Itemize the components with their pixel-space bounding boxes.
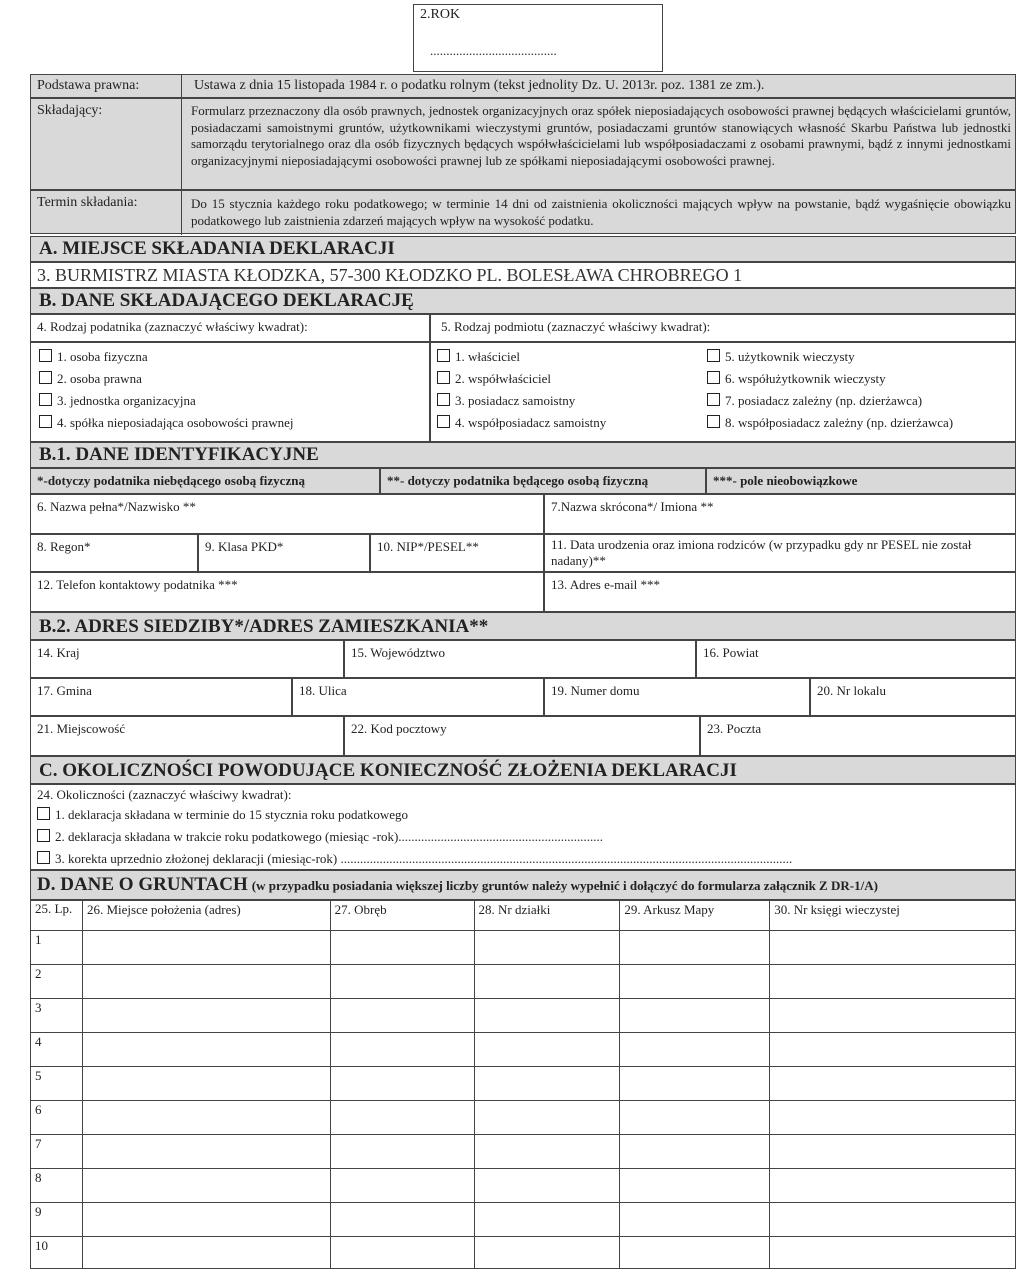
checkbox-icon[interactable] (39, 415, 52, 428)
podmiot-option[interactable]: 7. posiadacz zależny (np. dzierżawca) (707, 393, 922, 409)
section-a-title: A. MIEJSCE SKŁADANIA DEKLARACJI (30, 236, 1016, 262)
nr-lokalu-field[interactable]: 20. Nr lokalu (810, 678, 1016, 716)
table-row (31, 1067, 1016, 1101)
nip-field[interactable]: 10. NIP*/PESEL** (370, 534, 544, 572)
section-c-body (30, 784, 1016, 870)
row-number: 10 (31, 1237, 83, 1269)
header-row-skladajacy (30, 98, 1016, 190)
table-header-row (31, 901, 1016, 931)
podmiot-option[interactable]: 8. współposiadacz zależny (np. dzierżawca) (707, 415, 953, 431)
legend-3: ***- pole nieobowiązkowe (706, 468, 1016, 494)
checkbox-icon[interactable] (437, 393, 450, 406)
checkbox-icon[interactable] (707, 415, 720, 428)
podmiot-options-box (430, 342, 1016, 442)
ulica-field[interactable]: 18. Ulica (292, 678, 544, 716)
column-header: 30. Nr księgi wieczystej (770, 901, 1016, 931)
rodzaj-podmiotu-label: 5. Rodzaj podmiotu (zaznaczyć właściwy kwadrat): (430, 314, 1016, 342)
okolicznosci-label: 24. Okoliczności (zaznaczyć właściwy kwadrat): (37, 787, 292, 802)
wojewodztwo-field[interactable]: 15. Województwo (344, 640, 696, 678)
header-text: Formularz przeznaczony dla osób prawnych, jednostek organizacyjnych oraz spółek nieposiadających osobowości prawnej będących właścicielami gruntów, posiadaczami samoistnymi gruntów, użytkownikami wieczystymi gruntów, posiadaczami gruntów stanowiących własność Skarbu Państwa lub jednostki samorządu terytorialnego oraz dla osób fizycznych będących współwłaścicielami lub współposiadaczami z osobami prawnymi, bądź z innymi jednostkami organizacyjnymi nieposiadającymi osobowości prawnej lub ze spółkami nieposiadającymi osobowości prawnej. (191, 103, 1011, 168)
section-b1-title: B.1. DANE IDENTYFIKACYJNE (30, 442, 1016, 468)
checkbox-icon[interactable] (37, 829, 50, 842)
section-b-title: B. DANE SKŁADAJĄCEGO DEKLARACJĘ (30, 288, 1016, 314)
podatnik-option[interactable]: 2. osoba prawna (39, 371, 142, 387)
header-label: Termin składania: (37, 195, 138, 210)
table-row (31, 1033, 1016, 1067)
section-d-title: D. DANE O GRUNTACH (37, 874, 248, 895)
podmiot-option[interactable]: 6. współużytkownik wieczysty (707, 371, 886, 387)
table-row (31, 999, 1016, 1033)
header-row-podstawa (30, 74, 1016, 98)
row-number: 9 (31, 1203, 83, 1237)
nazwa-skrocona-field[interactable]: 7.Nazwa skrócona*/ Imiona ** (544, 494, 1016, 534)
row-number: 6 (31, 1101, 83, 1135)
telefon-field[interactable]: 12. Telefon kontaktowy podatnika *** (30, 572, 544, 612)
checkbox-icon[interactable] (707, 393, 720, 406)
podmiot-option[interactable]: 4. współposiadacz samoistny (437, 415, 606, 431)
column-header: 25. Lp. (31, 901, 83, 931)
checkbox-icon[interactable] (37, 807, 50, 820)
header-label: Podstawa prawna: (37, 78, 140, 93)
row-number: 7 (31, 1135, 83, 1169)
header-text: Ustawa z dnia 15 listopada 1984 r. o podatku rolnym (tekst jednolity Dz. U. 2013r. poz. 1381 ze zm.). (194, 78, 765, 93)
row-number: 2 (31, 965, 83, 999)
checkbox-icon[interactable] (437, 349, 450, 362)
kraj-field[interactable]: 14. Kraj (30, 640, 344, 678)
header-row-termin (30, 190, 1016, 234)
table-row (31, 1101, 1016, 1135)
checkbox-icon[interactable] (39, 349, 52, 362)
column-header: 26. Miejsce położenia (adres) (82, 901, 330, 931)
table-row (31, 931, 1016, 965)
nazwa-pelna-field[interactable]: 6. Nazwa pełna*/Nazwisko ** (30, 494, 544, 534)
miejscowosc-field[interactable]: 21. Miejscowość (30, 716, 344, 756)
row-number: 5 (31, 1067, 83, 1101)
checkbox-icon[interactable] (37, 851, 50, 864)
table-row (31, 965, 1016, 999)
kod-field[interactable]: 22. Kod pocztowy (344, 716, 700, 756)
regon-field[interactable]: 8. Regon* (30, 534, 198, 572)
email-field[interactable]: 13. Adres e-mail *** (544, 572, 1016, 612)
rok-label: 2.ROK (420, 7, 461, 22)
okolicznosci-option[interactable]: 1. deklaracja składana w terminie do 15 stycznia roku podatkowego (37, 807, 408, 823)
nr-domu-field[interactable]: 19. Numer domu (544, 678, 810, 716)
table-row (31, 1203, 1016, 1237)
poczta-field[interactable]: 23. Poczta (700, 716, 1016, 756)
row-number: 8 (31, 1169, 83, 1203)
section-d-header (30, 870, 1016, 900)
rok-dots: ....................................... (430, 43, 557, 58)
row-number: 3 (31, 999, 83, 1033)
podatnik-option[interactable]: 1. osoba fizyczna (39, 349, 148, 365)
podatnik-options-box (30, 342, 430, 442)
section-a-value[interactable]: 3. BURMISTRZ MIASTA KŁODZKA, 57-300 KŁODZKO PL. BOLESŁAWA CHROBREGO 1 (30, 262, 1016, 288)
okolicznosci-option[interactable]: 2. deklaracja składana w trakcie roku podatkowego (miesiąc -rok)............................................................... (37, 829, 603, 845)
podatnik-option[interactable]: 4. spółka nieposiadająca osobowości prawnej (39, 415, 293, 431)
column-header: 29. Arkusz Mapy (620, 901, 770, 931)
section-b2-title: B.2. ADRES SIEDZIBY*/ADRES ZAMIESZKANIA** (30, 612, 1016, 640)
header-label: Składający: (37, 103, 103, 118)
podmiot-option[interactable]: 2. współwłaściciel (437, 371, 551, 387)
header-text: Do 15 stycznia każdego roku podatkowego; w terminie 14 dni od zaistnienia okoliczności mających wpływ na powstanie, bądź wygaśnięcie obowiązku podatkowego lub zaistnienia zdarzeń mających wpływ na wysokość podatku. (191, 196, 1011, 228)
podmiot-option[interactable]: 5. użytkownik wieczysty (707, 349, 855, 365)
podmiot-option[interactable]: 1. właściciel (437, 349, 520, 365)
pkd-field[interactable]: 9. Klasa PKD* (198, 534, 370, 572)
header-table (30, 74, 1016, 234)
checkbox-icon[interactable] (437, 371, 450, 384)
checkbox-icon[interactable] (39, 393, 52, 406)
column-header: 28. Nr działki (474, 901, 620, 931)
gmina-field[interactable]: 17. Gmina (30, 678, 292, 716)
checkbox-icon[interactable] (437, 415, 450, 428)
row-number: 4 (31, 1033, 83, 1067)
legend-1: *-dotyczy podatnika niebędącego osobą fizyczną (30, 468, 380, 494)
legend-2: **- dotyczy podatnika będącego osobą fizyczną (380, 468, 706, 494)
grunty-table (30, 900, 1016, 1269)
column-header: 27. Obręb (330, 901, 474, 931)
table-row (31, 1169, 1016, 1203)
podmiot-option[interactable]: 3. posiadacz samoistny (437, 393, 575, 409)
podatnik-option[interactable]: 3. jednostka organizacyjna (39, 393, 196, 409)
checkbox-icon[interactable] (707, 371, 720, 384)
section-d-subtitle: (w przypadku posiadania większej liczby gruntów należy wypełnić i dołączyć do formularza załącznik Z DR-1/A) (251, 878, 878, 893)
checkbox-icon[interactable] (707, 349, 720, 362)
rok-box[interactable] (413, 4, 663, 72)
row-number: 1 (31, 931, 83, 965)
checkbox-icon[interactable] (39, 371, 52, 384)
powiat-field[interactable]: 16. Powiat (696, 640, 1016, 678)
data-urodzenia-field[interactable]: 11. Data urodzenia oraz imiona rodziców (w przypadku gdy nr PESEL nie został nadany)** (544, 534, 1016, 572)
section-c-title: C. OKOLICZNOŚCI POWODUJĄCE KONIECZNOŚĆ ZŁOŻENIA DEKLARACJI (30, 756, 1016, 784)
rodzaj-podatnika-label: 4. Rodzaj podatnika (zaznaczyć właściwy kwadrat): (30, 314, 430, 342)
okolicznosci-option[interactable]: 3. korekta uprzednio złożonej deklaracji (miesiąc-rok) ........................................................................................................................................... (37, 851, 1009, 867)
table-row (31, 1135, 1016, 1169)
